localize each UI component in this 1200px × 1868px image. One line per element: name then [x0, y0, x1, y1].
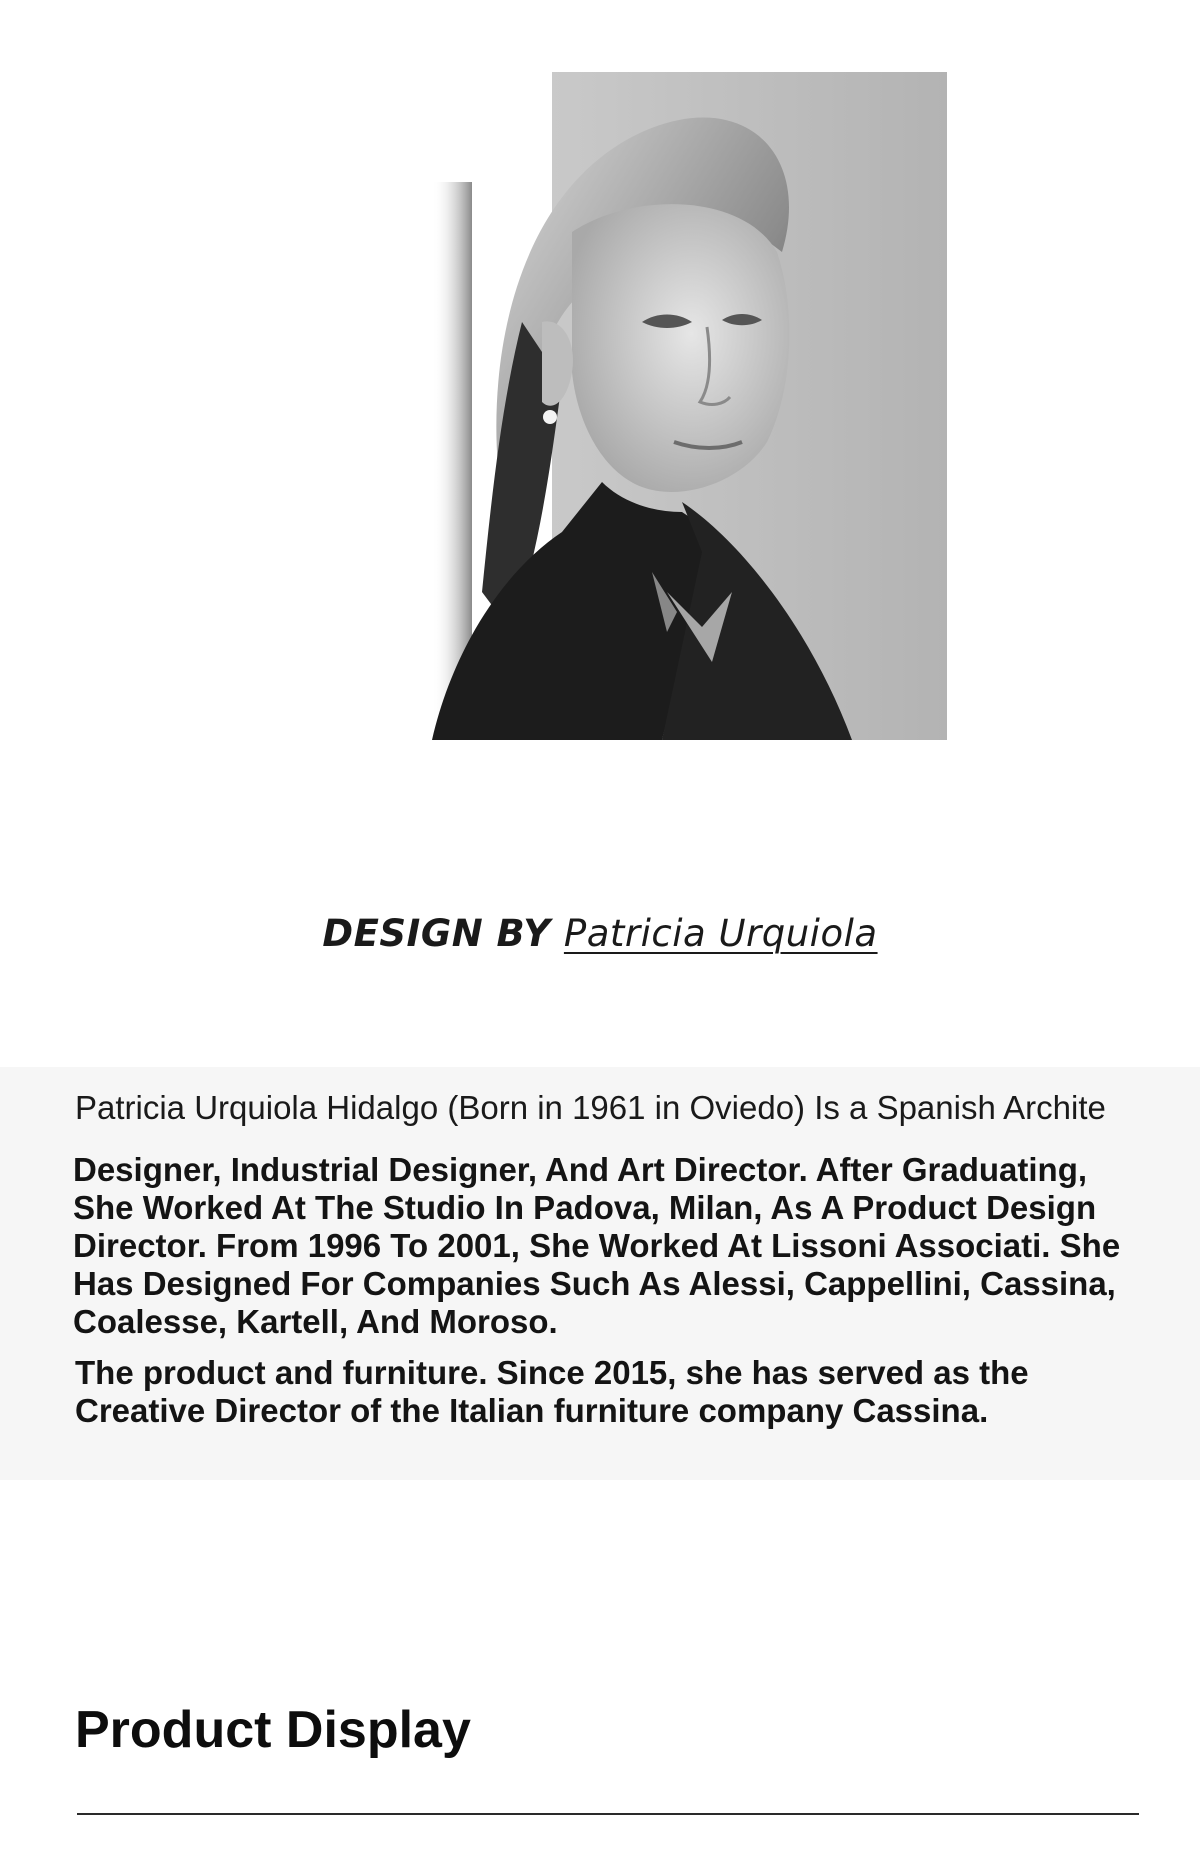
- design-by-label: DESIGN BY: [322, 912, 551, 955]
- designer-portrait: [412, 72, 947, 740]
- product-display-heading: Product Display: [75, 1701, 471, 1759]
- bio-note-text: The product and furniture. Since 2015, she has served as the Creative Director of the Italian furniture company Cassina.: [75, 1354, 1029, 1429]
- section-divider: [77, 1813, 1139, 1815]
- portrait-photo: [412, 72, 947, 740]
- designer-name-link[interactable]: Patricia Urquiola: [563, 912, 878, 955]
- bio-body-text: Designer, Industrial Designer, And Art Director. After Graduating, She Worked At The Studio In Padova, Milan, As A Product Design Director. From 1996 To 2001, She Worked At Lissoni Associati. She Has Designed For Companies Such As Alessi, Cappellini, Cassina, Coalesse, Kartell, And Moroso.: [73, 1151, 1121, 1340]
- bio-intro-text: Patricia Urquiola Hidalgo (Born in 1961 in Oviedo) Is a Spanish Archite: [75, 1089, 1106, 1126]
- designer-bio-panel: [0, 1067, 1200, 1480]
- designer-credit: [0, 912, 1200, 955]
